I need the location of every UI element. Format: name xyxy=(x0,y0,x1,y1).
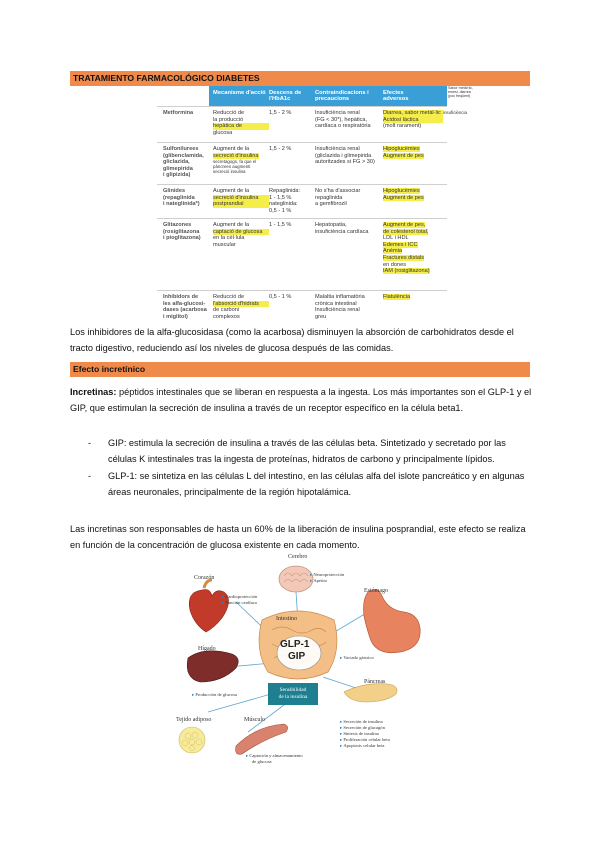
section-heading-efecto-incretinico: Efecto incretínico xyxy=(70,362,530,377)
item-captacion-glucosa-2: de glucosa xyxy=(252,759,272,764)
adverse-cell: Diarrea, sabor metàl·lic Acidosi làctica (molt rarament) xyxy=(383,110,443,130)
label-musculo: Músculo xyxy=(244,717,265,723)
paragraph-alfa-glucosidasa: Los inhibidores de la alfa-glucosidasa (como la acarbosa) disminuyen la absorción de carbohidratos desde el tracto digestivo, reduciendo así los niveles de glucosa después de las comidas. xyxy=(70,327,514,353)
drug-name: Glinides (repaglinida i nateglinida*) xyxy=(163,188,200,208)
paragraph-incretinas xyxy=(70,385,532,416)
table-row xyxy=(157,290,447,326)
list-item xyxy=(88,436,532,467)
mechanism-cell: Reducció de l'absorció d'hidrats de carboni complexos xyxy=(213,294,269,320)
hba1c-cell: 1 - 1,5 % xyxy=(269,222,292,228)
section-heading-tratamiento: TRATAMIENTO FARMACOLÓGICO DIABETES xyxy=(70,71,530,86)
item-neuroproteccion: ▸ Neuroprotección xyxy=(310,572,344,577)
item-captacion-glucosa: ▸ Captación y almacenamiento xyxy=(246,753,303,758)
hba1c-cell: 0,5 - 1 % xyxy=(269,294,292,300)
item-produccion-glucosa: ▸ Producción de glucosa xyxy=(192,692,237,697)
contra-cell: Malaltia inflamatòria crònica intestinal Insuficiència renal greu xyxy=(315,294,365,320)
item-vaciado-gastrico: ▸ Vaciado gástrico xyxy=(340,655,374,660)
label-corazon: Corazón xyxy=(194,575,215,581)
bullet-text: GLP-1: se sintetiza en las células L del intestino, en las células alfa del islote pancreático y en algunas áreas neuronales, principalmente de la región hipotalámica. xyxy=(108,471,525,497)
header-contra: Contraindicacions i precaucions xyxy=(315,90,369,103)
table-header xyxy=(157,86,447,106)
mechanism-cell: Reducció de la producció hepàtica de glucosa xyxy=(213,110,269,136)
list-item xyxy=(88,469,532,500)
label-intestino: Intestino xyxy=(276,616,297,622)
label-estomago: Estómago xyxy=(364,588,388,594)
paragraph-incretinas-efecto: Las incretinas son responsables de hasta un 60% de la liberación de insulina posprandial, este efecto se realiza en función de la concentración de glucosa existente en cada momento. xyxy=(70,524,526,550)
adverse-cell: Flatulència xyxy=(383,294,411,300)
item-apetito: ▸ Apetito xyxy=(310,578,327,583)
label-higado: Hígado xyxy=(198,646,216,652)
header-mechanism: Mecanisme d'acció xyxy=(213,90,266,96)
incretin-effects-figure xyxy=(168,554,434,770)
hba1c-cell: 1,5 - 2 % xyxy=(269,110,292,116)
label-pancreas: Páncreas xyxy=(364,679,386,685)
drug-name: Inhibidors de les alfa-glucosi- dases (acarbosa i miglitol) xyxy=(163,294,207,320)
adverse-cell: Hipoglucèmies Augment de pes xyxy=(383,188,424,201)
table-row xyxy=(157,106,467,140)
item-apoptosis-beta: ▸ Apoptosis celular beta xyxy=(340,743,384,748)
header-adverse: Efectes adversos xyxy=(383,90,409,103)
contra-cell: Hepatopatia, insuficiència cardíaca xyxy=(315,222,369,235)
bullet-text: GIP: estimula la secreción de insulina a través de las células beta. Sintetizado y secretado por las células K intestinales tras la ingesta de proteínas, hidratos de carbono y principalmente lípidos. xyxy=(108,438,506,464)
contra-cell: Insuficiència renal (FG < 30*), hepàtica, cardíaca o respiratòria xyxy=(315,110,371,130)
header-note: Sabor metàl·lic, emesi, diarrea (poc freqüent) xyxy=(448,86,473,99)
adverse-cell: Hipoglucèmies Augment de pes xyxy=(383,146,424,159)
incretinas-term: Incretinas: xyxy=(70,387,117,397)
item-proliferacion-beta: ▸ Proliferación celular beta xyxy=(340,737,390,742)
figure-illustration xyxy=(168,562,434,770)
hba1c-cell: 1,5 - 2 % xyxy=(269,146,292,152)
drug-name: Glitazones (rosiglitazona i pioglitazona) xyxy=(163,222,201,242)
bullet-dash: - xyxy=(88,471,92,482)
bullet-dash: - xyxy=(88,438,92,448)
label-tejido-adiposo: Tejido adiposo xyxy=(176,717,212,723)
item-cardioproteccion: ▸ Cardioprotección xyxy=(222,594,257,599)
mechanism-cell: Augment de la captació de glucosa en la cèl·lula muscular xyxy=(213,222,269,248)
table-row xyxy=(157,184,447,216)
label-glp1: GLP-1 xyxy=(280,639,310,650)
adverse-cell: Augment de pes, de colesterol total, LDL i HDL Edemes i ICC Anèmia Fractures distals en dones IAM (rosiglitazona) xyxy=(383,222,430,275)
drug-name: Sulfonilurees (glibenclamida, gliclazida, glimepirida i glipizida) xyxy=(163,146,204,179)
bullet-list xyxy=(88,436,532,502)
contra-cell: No s'ha d'associar repaglinida a gemfibrozil xyxy=(315,188,361,208)
item-funcion-cardiaca: ▸ Función cardíaca xyxy=(222,600,257,605)
incretinas-text: péptidos intestinales que se liberan en respuesta a la ingesta. Los más importantes son el GLP-1 y el GIP, que estimulan la secreción de insulina a través de un receptor específico en la célula beta1. xyxy=(70,387,532,413)
drug-name: Metformina xyxy=(163,110,194,116)
label-gip: GIP xyxy=(288,651,306,662)
header-hba1c: Descens de l'HbA1c xyxy=(269,90,302,103)
hba1c-cell: Repaglinida: 1 - 1,5 % nateglinida: 0,5 - 1 % xyxy=(269,188,301,214)
label-cerebro: Cerebro xyxy=(288,554,308,560)
mechanism-cell: Augment de la secreció d'insulina postprandial xyxy=(213,188,269,208)
table-row xyxy=(157,142,447,182)
side-note: insuficiència xyxy=(443,110,467,115)
item-secrecion-glucagon: ▸ Secreción de glucagón xyxy=(340,725,385,730)
contra-cell: Insuficiència renal (gliclazida i glimepirida autoritzades si FG > 30) xyxy=(315,146,375,166)
table-row xyxy=(157,218,447,288)
sensibilidad-insulina-box: Sensibilidad de la insulina xyxy=(268,683,318,705)
item-secrecion-insulina: ▸ Secreción de insulina xyxy=(340,719,383,724)
item-sintesis-insulina: ▸ Síntesis de insulina xyxy=(340,731,379,736)
mechanism-cell: Augment de la secreció d'insulina secretagogs, fa que el pàncrees augmenti secreció insulina xyxy=(213,146,259,175)
